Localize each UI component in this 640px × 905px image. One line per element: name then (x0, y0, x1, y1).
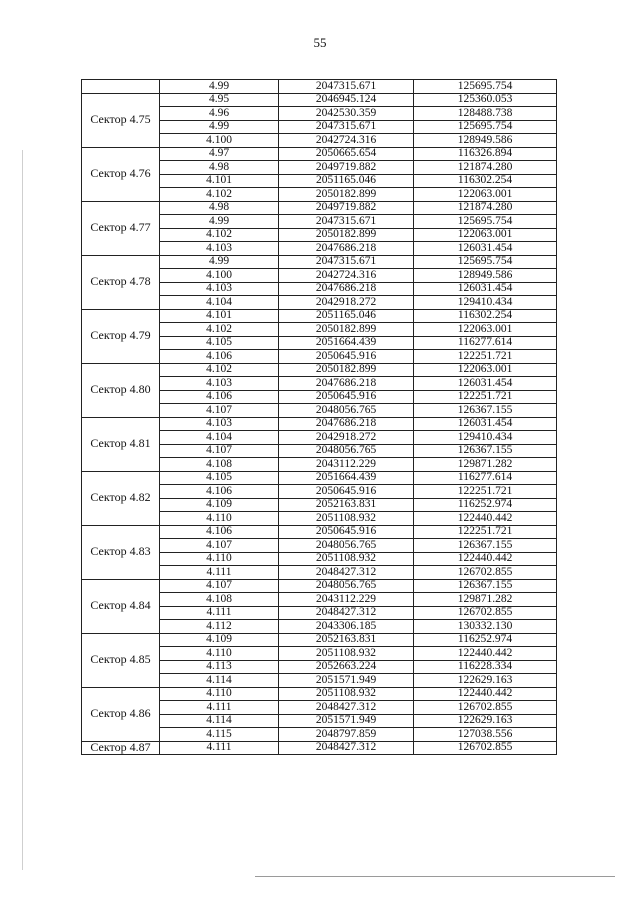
y-coordinate-cell: 116228.334 (414, 660, 557, 674)
y-coordinate-cell: 116326.894 (414, 147, 557, 161)
point-cell: 4.103 (160, 417, 279, 431)
sector-cell: Сектор 4.79 (82, 309, 160, 363)
y-coordinate-cell: 121874.280 (414, 201, 557, 215)
point-cell: 4.113 (160, 660, 279, 674)
point-cell: 4.114 (160, 714, 279, 728)
x-coordinate-cell: 2048427.312 (279, 701, 414, 715)
y-coordinate-cell: 125695.754 (414, 120, 557, 134)
point-cell: 4.108 (160, 593, 279, 607)
y-coordinate-cell: 130332.130 (414, 620, 557, 634)
y-coordinate-cell: 129871.282 (414, 593, 557, 607)
x-coordinate-cell: 2051108.932 (279, 687, 414, 701)
point-cell: 4.107 (160, 539, 279, 553)
y-coordinate-cell: 126702.855 (414, 701, 557, 715)
y-coordinate-cell: 122440.442 (414, 647, 557, 661)
y-coordinate-cell: 126367.155 (414, 404, 557, 418)
x-coordinate-cell: 2043306.185 (279, 620, 414, 634)
sector-cell: Сектор 4.80 (82, 363, 160, 417)
point-cell: 4.102 (160, 228, 279, 242)
y-coordinate-cell: 116302.254 (414, 174, 557, 188)
table-row (82, 309, 557, 323)
x-coordinate-cell: 2042724.316 (279, 134, 414, 148)
x-coordinate-cell: 2051108.932 (279, 552, 414, 566)
x-coordinate-cell: 2042724.316 (279, 269, 414, 283)
x-coordinate-cell: 2051664.439 (279, 471, 414, 485)
x-coordinate-cell: 2042918.272 (279, 431, 414, 445)
x-coordinate-cell: 2050645.916 (279, 350, 414, 364)
table-row (82, 147, 557, 161)
point-cell: 4.100 (160, 134, 279, 148)
coordinates-table (81, 79, 557, 755)
y-coordinate-cell: 122251.721 (414, 525, 557, 539)
point-cell: 4.104 (160, 431, 279, 445)
y-coordinate-cell: 122440.442 (414, 552, 557, 566)
point-cell: 4.107 (160, 404, 279, 418)
point-cell: 4.96 (160, 107, 279, 121)
point-cell: 4.110 (160, 687, 279, 701)
y-coordinate-cell: 116302.254 (414, 309, 557, 323)
y-coordinate-cell: 122629.163 (414, 674, 557, 688)
point-cell: 4.103 (160, 377, 279, 391)
point-cell: 4.98 (160, 201, 279, 215)
x-coordinate-cell: 2050645.916 (279, 525, 414, 539)
sector-cell: Сектор 4.86 (82, 687, 160, 741)
y-coordinate-cell: 125695.754 (414, 255, 557, 269)
point-cell: 4.101 (160, 174, 279, 188)
x-coordinate-cell: 2050182.899 (279, 363, 414, 377)
point-cell: 4.106 (160, 390, 279, 404)
point-cell: 4.103 (160, 282, 279, 296)
point-cell: 4.99 (160, 255, 279, 269)
point-cell: 4.111 (160, 606, 279, 620)
y-coordinate-cell: 125695.754 (414, 215, 557, 229)
x-coordinate-cell: 2051108.932 (279, 647, 414, 661)
y-coordinate-cell: 128949.586 (414, 134, 557, 148)
point-cell: 4.102 (160, 188, 279, 202)
point-cell: 4.98 (160, 161, 279, 175)
point-cell: 4.106 (160, 485, 279, 499)
x-coordinate-cell: 2051664.439 (279, 336, 414, 350)
point-cell: 4.100 (160, 269, 279, 283)
point-cell: 4.99 (160, 80, 279, 94)
x-coordinate-cell: 2048056.765 (279, 539, 414, 553)
point-cell: 4.109 (160, 633, 279, 647)
point-cell: 4.99 (160, 120, 279, 134)
scan-bottom-line (255, 876, 615, 877)
table-row (82, 363, 557, 377)
point-cell: 4.110 (160, 647, 279, 661)
point-cell: 4.114 (160, 674, 279, 688)
point-cell: 4.105 (160, 471, 279, 485)
table-row (82, 201, 557, 215)
y-coordinate-cell: 129410.434 (414, 431, 557, 445)
x-coordinate-cell: 2047686.218 (279, 242, 414, 256)
y-coordinate-cell: 116277.614 (414, 336, 557, 350)
point-cell: 4.107 (160, 444, 279, 458)
point-cell: 4.95 (160, 93, 279, 107)
sector-cell: Сектор 4.78 (82, 255, 160, 309)
y-coordinate-cell: 116252.974 (414, 633, 557, 647)
x-coordinate-cell: 2050645.916 (279, 390, 414, 404)
y-coordinate-cell: 126702.855 (414, 741, 557, 755)
x-coordinate-cell: 2052663.224 (279, 660, 414, 674)
y-coordinate-cell: 121874.280 (414, 161, 557, 175)
sector-cell (82, 80, 160, 94)
sector-cell: Сектор 4.87 (82, 741, 160, 755)
table-row (82, 417, 557, 431)
y-coordinate-cell: 126367.155 (414, 539, 557, 553)
y-coordinate-cell: 128949.586 (414, 269, 557, 283)
x-coordinate-cell: 2048427.312 (279, 741, 414, 755)
point-cell: 4.108 (160, 458, 279, 472)
x-coordinate-cell: 2047686.218 (279, 377, 414, 391)
point-cell: 4.111 (160, 566, 279, 580)
point-cell: 4.115 (160, 728, 279, 742)
y-coordinate-cell: 126031.454 (414, 242, 557, 256)
point-cell: 4.105 (160, 336, 279, 350)
x-coordinate-cell: 2042530.359 (279, 107, 414, 121)
x-coordinate-cell: 2052163.831 (279, 633, 414, 647)
y-coordinate-cell: 125695.754 (414, 80, 557, 94)
point-cell: 4.107 (160, 579, 279, 593)
x-coordinate-cell: 2047315.671 (279, 120, 414, 134)
sector-cell: Сектор 4.84 (82, 579, 160, 633)
sector-cell: Сектор 4.83 (82, 525, 160, 579)
y-coordinate-cell: 126367.155 (414, 579, 557, 593)
x-coordinate-cell: 2043112.229 (279, 593, 414, 607)
sector-cell: Сектор 4.85 (82, 633, 160, 687)
y-coordinate-cell: 126031.454 (414, 377, 557, 391)
y-coordinate-cell: 122063.001 (414, 363, 557, 377)
x-coordinate-cell: 2051165.046 (279, 309, 414, 323)
y-coordinate-cell: 126031.454 (414, 417, 557, 431)
x-coordinate-cell: 2051165.046 (279, 174, 414, 188)
x-coordinate-cell: 2051571.949 (279, 714, 414, 728)
table-row (82, 525, 557, 539)
x-coordinate-cell: 2047315.671 (279, 80, 414, 94)
point-cell: 4.110 (160, 552, 279, 566)
x-coordinate-cell: 2050665.654 (279, 147, 414, 161)
y-coordinate-cell: 128488.738 (414, 107, 557, 121)
point-cell: 4.97 (160, 147, 279, 161)
table-row (82, 93, 557, 107)
x-coordinate-cell: 2047686.218 (279, 417, 414, 431)
point-cell: 4.104 (160, 296, 279, 310)
x-coordinate-cell: 2047686.218 (279, 282, 414, 296)
table-row (82, 80, 557, 94)
sector-cell: Сектор 4.75 (82, 93, 160, 147)
table-row (82, 687, 557, 701)
y-coordinate-cell: 122251.721 (414, 390, 557, 404)
table-row (82, 633, 557, 647)
point-cell: 4.102 (160, 323, 279, 337)
point-cell: 4.102 (160, 363, 279, 377)
y-coordinate-cell: 129871.282 (414, 458, 557, 472)
y-coordinate-cell: 126031.454 (414, 282, 557, 296)
x-coordinate-cell: 2042918.272 (279, 296, 414, 310)
y-coordinate-cell: 122063.001 (414, 188, 557, 202)
scan-margin-line (22, 150, 23, 870)
x-coordinate-cell: 2046945.124 (279, 93, 414, 107)
y-coordinate-cell: 126367.155 (414, 444, 557, 458)
page-number: 55 (313, 35, 327, 50)
sector-cell: Сектор 4.76 (82, 147, 160, 201)
point-cell: 4.106 (160, 525, 279, 539)
x-coordinate-cell: 2043112.229 (279, 458, 414, 472)
y-coordinate-cell: 129410.434 (414, 296, 557, 310)
x-coordinate-cell: 2050182.899 (279, 323, 414, 337)
table-row (82, 579, 557, 593)
x-coordinate-cell: 2050182.899 (279, 228, 414, 242)
x-coordinate-cell: 2048056.765 (279, 579, 414, 593)
x-coordinate-cell: 2052163.831 (279, 498, 414, 512)
x-coordinate-cell: 2048056.765 (279, 404, 414, 418)
y-coordinate-cell: 122063.001 (414, 323, 557, 337)
y-coordinate-cell: 125360.053 (414, 93, 557, 107)
table-row (82, 255, 557, 269)
y-coordinate-cell: 116277.614 (414, 471, 557, 485)
y-coordinate-cell: 126702.855 (414, 566, 557, 580)
table-row (82, 471, 557, 485)
point-cell: 4.99 (160, 215, 279, 229)
y-coordinate-cell: 122440.442 (414, 512, 557, 526)
coordinates-table-body (82, 80, 557, 755)
y-coordinate-cell: 122251.721 (414, 350, 557, 364)
point-cell: 4.109 (160, 498, 279, 512)
y-coordinate-cell: 122440.442 (414, 687, 557, 701)
x-coordinate-cell: 2047315.671 (279, 215, 414, 229)
sector-cell: Сектор 4.77 (82, 201, 160, 255)
x-coordinate-cell: 2047315.671 (279, 255, 414, 269)
y-coordinate-cell: 127038.556 (414, 728, 557, 742)
x-coordinate-cell: 2051571.949 (279, 674, 414, 688)
y-coordinate-cell: 122629.163 (414, 714, 557, 728)
point-cell: 4.111 (160, 701, 279, 715)
y-coordinate-cell: 122063.001 (414, 228, 557, 242)
x-coordinate-cell: 2049719.882 (279, 201, 414, 215)
point-cell: 4.111 (160, 741, 279, 755)
point-cell: 4.106 (160, 350, 279, 364)
sector-cell: Сектор 4.81 (82, 417, 160, 471)
table-row (82, 741, 557, 755)
x-coordinate-cell: 2049719.882 (279, 161, 414, 175)
point-cell: 4.103 (160, 242, 279, 256)
y-coordinate-cell: 126702.855 (414, 606, 557, 620)
x-coordinate-cell: 2050182.899 (279, 188, 414, 202)
y-coordinate-cell: 122251.721 (414, 485, 557, 499)
x-coordinate-cell: 2051108.932 (279, 512, 414, 526)
x-coordinate-cell: 2050645.916 (279, 485, 414, 499)
point-cell: 4.112 (160, 620, 279, 634)
x-coordinate-cell: 2048797.859 (279, 728, 414, 742)
x-coordinate-cell: 2048056.765 (279, 444, 414, 458)
sector-cell: Сектор 4.82 (82, 471, 160, 525)
point-cell: 4.110 (160, 512, 279, 526)
point-cell: 4.101 (160, 309, 279, 323)
y-coordinate-cell: 116252.974 (414, 498, 557, 512)
x-coordinate-cell: 2048427.312 (279, 606, 414, 620)
x-coordinate-cell: 2048427.312 (279, 566, 414, 580)
